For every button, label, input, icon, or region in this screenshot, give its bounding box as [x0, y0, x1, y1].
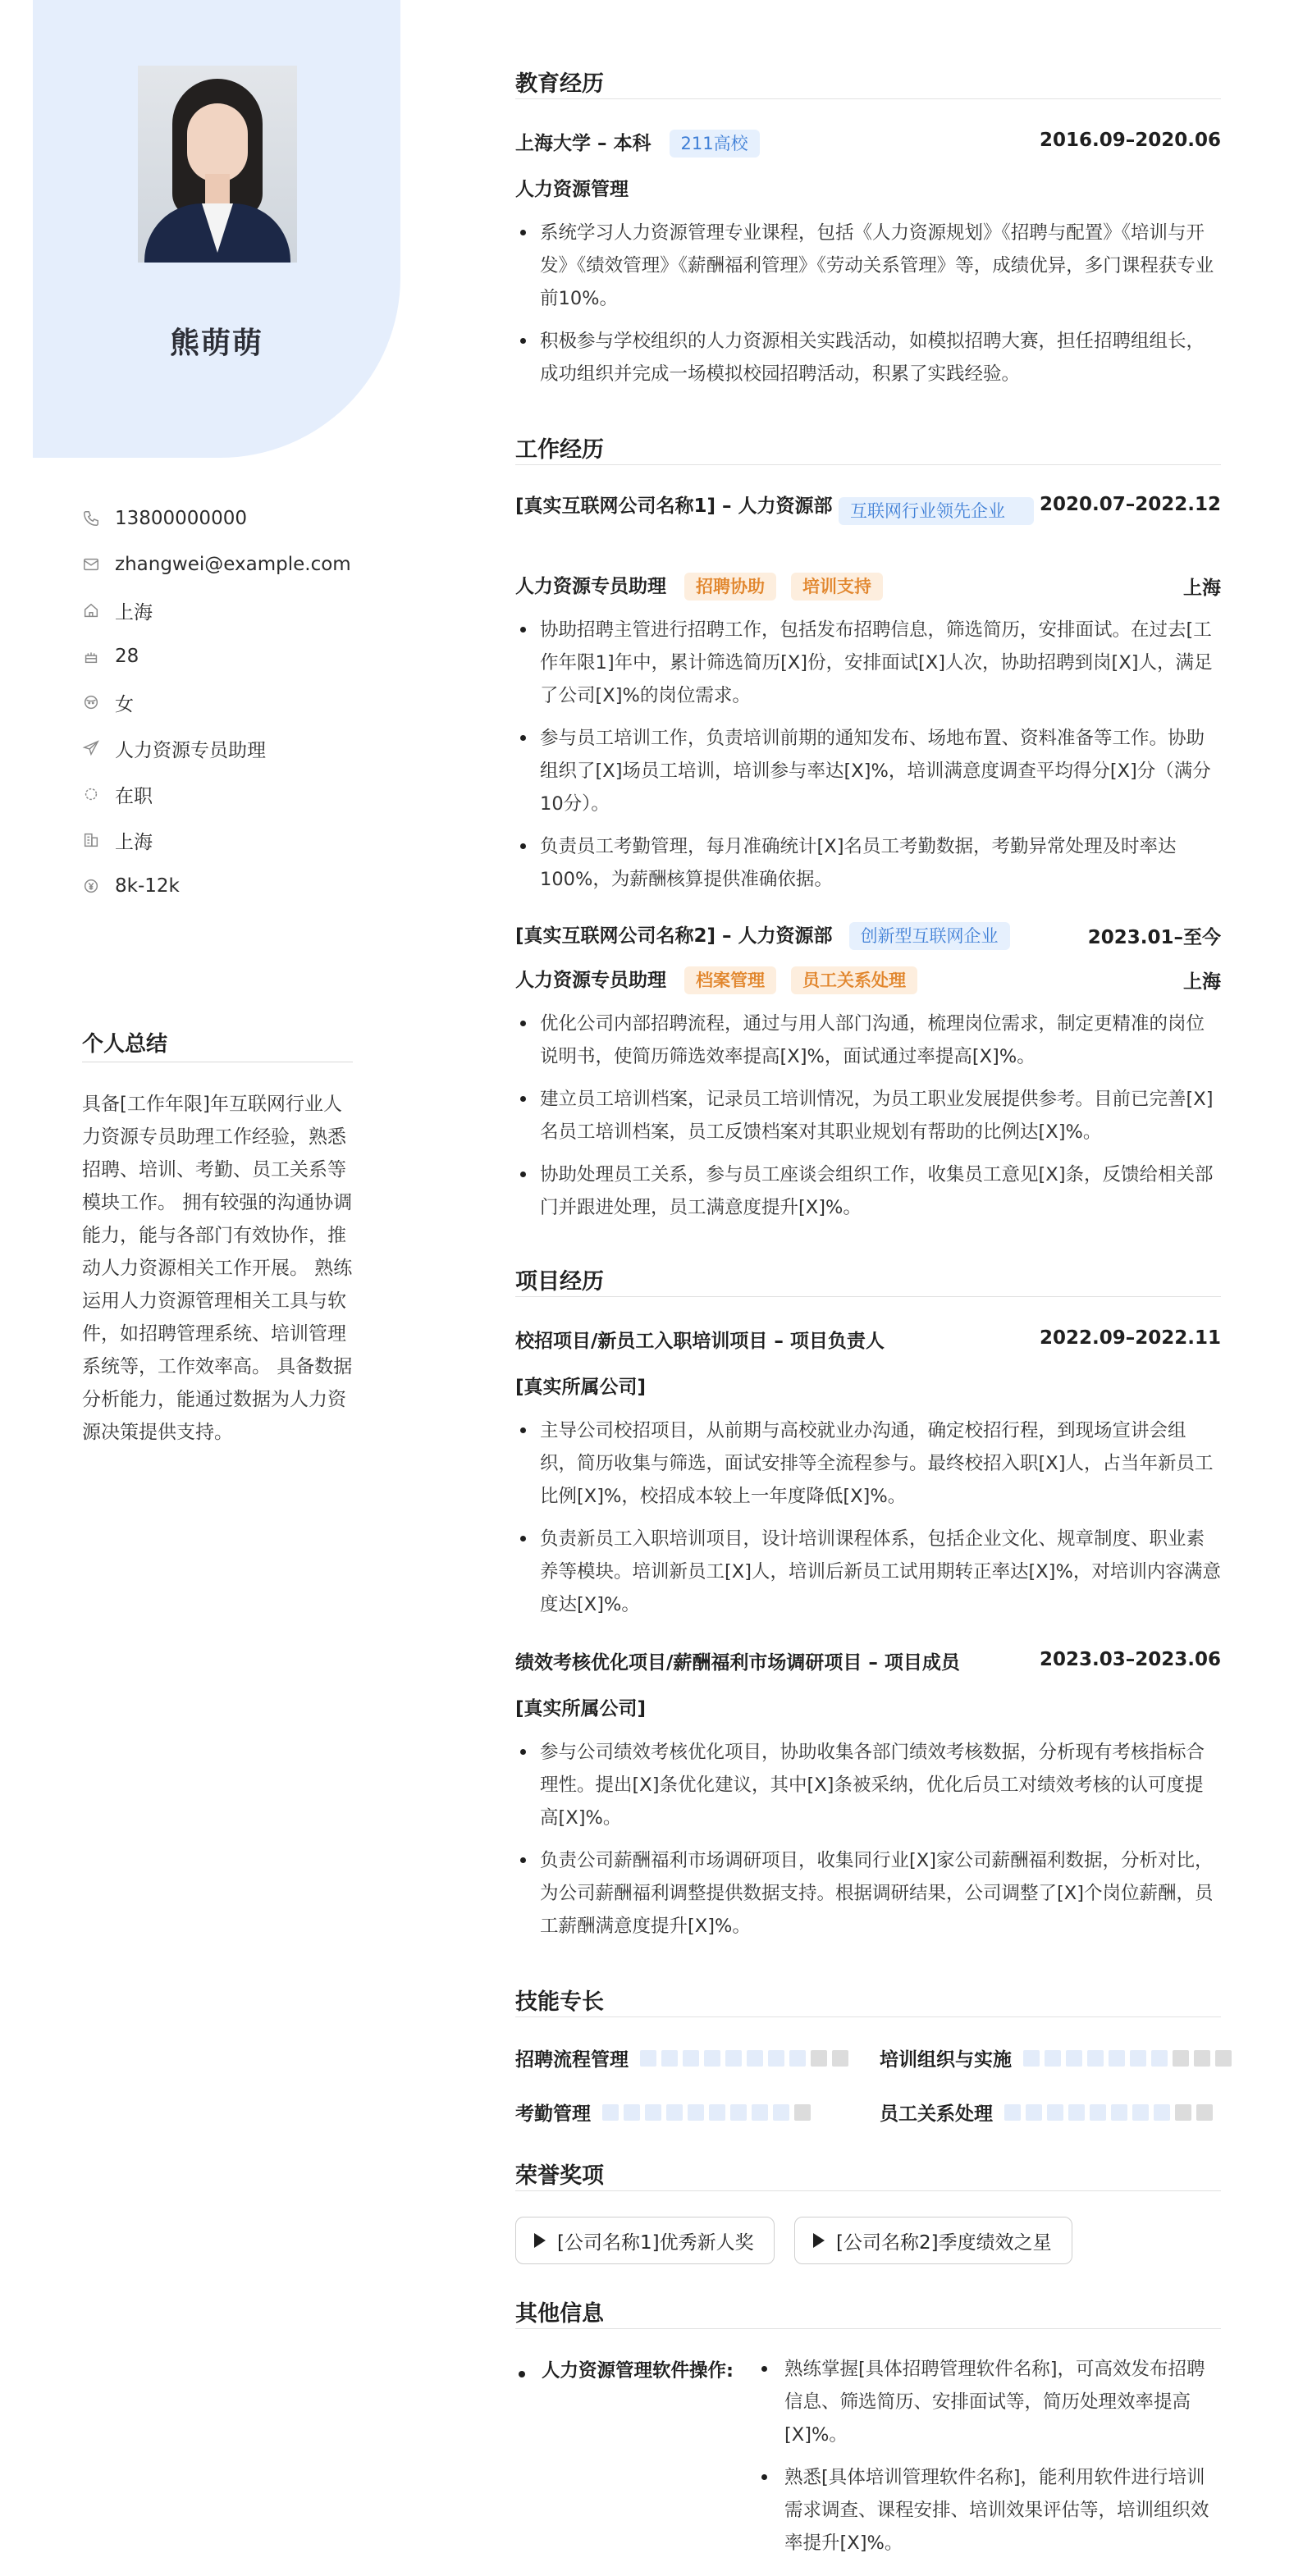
job-skill-tag: 招聘协助	[684, 573, 776, 601]
contact-value: 人力资源专员助理	[115, 739, 266, 761]
skill-level-segment	[1173, 2050, 1189, 2067]
project-org: [真实所属公司]	[515, 1698, 647, 1720]
skill-level-segment	[1132, 2104, 1149, 2121]
education-major: 人力资源管理	[515, 179, 629, 200]
status-icon	[82, 785, 100, 803]
contact-value: zhangwei@example.com	[115, 554, 351, 575]
skill-level-segment	[1066, 2050, 1082, 2067]
play-icon	[813, 2233, 825, 2248]
project-org: [真实所属公司]	[515, 1377, 647, 1398]
skill-level-segment	[811, 2050, 827, 2067]
gender-icon	[82, 693, 100, 711]
list-item: 建立员工培训档案，记录员工培训情况，为员工职业发展提供参考。目前已完善[X]名员工培训档案，员工反馈档案对其职业规划有帮助的比例达[X]%。	[515, 1083, 1221, 1149]
contact-list	[82, 496, 351, 909]
contact-value: 在职	[115, 785, 153, 807]
project-date: 2022.09–2022.11	[1039, 1327, 1221, 1349]
project-name: 校招项目/新员工入职培训项目 – 项目负责人	[515, 1331, 885, 1352]
contact-age	[82, 633, 351, 679]
summary-text: 具备[工作年限]年互联网行业人力资源专员助理工作经验，熟悉招聘、培训、考勤、员工关系等模块工作。 拥有较强的沟通协调能力，能与各部门有效协作，推动人力资源相关工作开展。 熟练运用人力资源管理相关工具与软件，如招聘管理系统、培训管理系统等，工作效率高。 具备数据分析能力，能通过数据为人力资源决策提供支持。	[82, 1094, 353, 1443]
list-item: 优化公司内部招聘流程，通过与用人部门沟通，梳理岗位需求，制定更精准的岗位说明书，使简历筛选效率提高[X]%，面试通过率提高[X]%。	[515, 1007, 1221, 1073]
education-date: 2016.09–2020.06	[1039, 130, 1221, 151]
skill-level-segment	[1047, 2104, 1063, 2121]
skill-level-segment	[666, 2104, 683, 2121]
list-item: 协助招聘主管进行招聘工作，包括发布招聘信息，筛选简历，安排面试。在过去[工作年限1]年中，累计筛选简历[X]份，安排面试[X]人次，协助招聘到岗[X]人，满足了公司[X]%的岗位需求。	[515, 614, 1221, 712]
honors-divider	[515, 2190, 1221, 2191]
contact-value: 28	[115, 646, 139, 667]
skill-level-segment	[794, 2104, 811, 2121]
building-icon	[82, 831, 100, 849]
job-date: 2020.07–2022.12	[1039, 494, 1221, 515]
skill-level-segment	[1090, 2104, 1106, 2121]
work-title: 工作经历	[515, 437, 604, 463]
skill-level-segment	[1130, 2050, 1146, 2067]
home-icon	[82, 601, 100, 619]
list-item: 参与公司绩效考核优化项目，协助收集各部门绩效考核数据，分析现有考核指标合理性。提出[X]条优化建议，其中[X]条被采纳，优化后员工对绩效考核的认可度提高[X]%。	[515, 1736, 1221, 1834]
list-item: 主导公司校招项目，从前期与高校就业办沟通，确定校招行程，到现场宣讲会组织，简历收集与筛选，面试安排等全流程参与。最终校招入职[X]人，占当年新员工比例[X]%，校招成本较上一年度降低[X]%。	[515, 1414, 1221, 1513]
skill-item	[880, 2099, 1213, 2126]
list-item: 熟练掌握[具体招聘管理软件名称]，可高效发布招聘信息、筛选简历、安排面试等，简历处理效率提高[X]%。	[755, 2353, 1221, 2451]
job-skill-tag: 档案管理	[684, 966, 776, 994]
skill-level-segment	[773, 2104, 789, 2121]
skill-level-segment	[640, 2050, 656, 2067]
job-company: [真实互联网公司名称1] – 人力资源部	[515, 496, 833, 517]
skill-level-bar	[602, 2104, 811, 2121]
job-company: [真实互联网公司名称2] – 人力资源部	[515, 925, 833, 947]
skill-level-segment	[661, 2050, 678, 2067]
skill-level-segment	[1151, 2050, 1168, 2067]
contact-city	[82, 587, 351, 633]
skill-level-segment	[1109, 2050, 1125, 2067]
job-bullets	[515, 1007, 1221, 1234]
sidebar	[0, 0, 410, 2576]
projects-title: 项目经历	[515, 1269, 604, 1295]
skill-level-segment	[752, 2104, 768, 2121]
job-date: 2023.01–至今	[1087, 927, 1221, 948]
project-bullets	[515, 1736, 1221, 1953]
contact-value: 13800000000	[115, 508, 247, 529]
send-icon	[82, 739, 100, 757]
skill-level-bar	[640, 2050, 848, 2067]
skill-name: 员工关系处理	[880, 2103, 993, 2125]
honor-label: [公司名称2]季度绩效之星	[836, 2231, 1052, 2254]
job-skill-tag: 培训支持	[791, 573, 883, 601]
contact-value: 8k-12k	[115, 875, 180, 897]
phone-icon	[82, 509, 100, 528]
skills-divider	[515, 2016, 1221, 2017]
skill-level-segment	[1068, 2104, 1085, 2121]
skill-level-segment	[747, 2050, 763, 2067]
contact-phone	[82, 496, 351, 541]
honor-item[interactable]	[794, 2217, 1072, 2264]
skill-level-segment	[725, 2050, 742, 2067]
job-role: 人力资源专员助理	[515, 576, 666, 597]
skill-level-bar	[1023, 2050, 1232, 2067]
education-divider	[515, 98, 1221, 99]
skill-level-segment	[624, 2104, 640, 2121]
list-item: 负责新员工入职培训项目，设计培训课程体系，包括企业文化、规章制度、职业素养等模块。培训新员工[X]人，培训后新员工试用期转正率达[X]%，对培训内容满意度达[X]%。	[515, 1523, 1221, 1621]
skill-level-segment	[1023, 2050, 1040, 2067]
honor-item[interactable]	[515, 2217, 775, 2264]
list-item: 熟悉[具体培训管理软件名称]，能利用软件进行培训需求调查、课程安排、培训效果评估等，培训组织效率提升[X]%。	[755, 2461, 1221, 2560]
contact-status	[82, 771, 351, 817]
summary-title: 个人总结	[82, 1032, 168, 1057]
skill-level-segment	[683, 2050, 699, 2067]
project-name: 绩效考核优化项目/薪酬福利市场调研项目 – 项目成员	[515, 1652, 960, 1674]
skill-level-segment	[1154, 2104, 1170, 2121]
skill-level-segment	[704, 2050, 720, 2067]
list-item: 协助处理员工关系，参与员工座谈会组织工作，收集员工意见[X]条，反馈给相关部门并跟进处理，员工满意度提升[X]%。	[515, 1158, 1221, 1224]
contact-position	[82, 725, 351, 771]
skills-title: 技能专长	[515, 1989, 604, 2015]
skill-level-segment	[1194, 2050, 1210, 2067]
skill-level-segment	[1087, 2050, 1104, 2067]
skill-level-segment	[1215, 2050, 1232, 2067]
play-icon	[534, 2233, 546, 2248]
profile-photo	[138, 66, 297, 263]
contact-value: 女	[115, 693, 134, 715]
other-bullets	[755, 2353, 1221, 2569]
skill-level-segment	[1004, 2104, 1021, 2121]
project-bullets	[515, 1414, 1221, 1631]
skill-level-segment	[645, 2104, 661, 2121]
contact-work-city	[82, 817, 351, 863]
skill-level-segment	[730, 2104, 747, 2121]
skill-level-segment	[832, 2050, 848, 2067]
bullet-dot	[519, 2371, 525, 2377]
honor-label: [公司名称1]优秀新人奖	[557, 2231, 754, 2254]
age-icon	[82, 647, 100, 665]
skill-name: 考勤管理	[515, 2103, 591, 2125]
skill-name: 培训组织与实施	[880, 2049, 1012, 2071]
education-bullets	[515, 217, 1221, 400]
skill-level-segment	[1175, 2104, 1191, 2121]
job-role-row	[515, 965, 1221, 994]
other-label: 人力资源管理软件操作:	[542, 2360, 734, 2382]
job-company-tag: 互联网行业领先企业	[839, 497, 1034, 525]
job-skill-tag: 员工关系处理	[791, 966, 917, 994]
skill-item	[515, 2044, 848, 2071]
job-company-tag: 创新型互联网企业	[849, 922, 1010, 950]
list-item: 系统学习人力资源管理专业课程，包括《人力资源规划》《招聘与配置》《培训与开发》《绩效管理》《薪酬福利管理》《劳动关系管理》等，成绩优异，多门课程获专业前10%。	[515, 217, 1221, 315]
salary-icon	[82, 877, 100, 895]
school-name: 上海大学 – 本科	[515, 133, 652, 154]
school-tag: 211高校	[670, 130, 760, 158]
skill-name: 招聘流程管理	[515, 2049, 629, 2071]
list-item: 积极参与学校组织的人力资源相关实践活动，如模拟招聘大赛，担任招聘组组长，成功组织并完成一场模拟校园招聘活动，积累了实践经验。	[515, 325, 1221, 391]
other-title: 其他信息	[515, 2301, 604, 2327]
contact-gender	[82, 679, 351, 725]
project-date: 2023.03–2023.06	[1039, 1649, 1221, 1670]
other-divider	[515, 2328, 1221, 2329]
list-item: 负责员工考勤管理，每月准确统计[X]名员工考勤数据，考勤异常处理及时率达100%，为薪酬核算提供准确依据。	[515, 830, 1221, 896]
skill-level-segment	[768, 2050, 784, 2067]
skill-level-segment	[602, 2104, 619, 2121]
job-role: 人力资源专员助理	[515, 970, 666, 991]
skill-level-segment	[709, 2104, 725, 2121]
list-item: 参与员工培训工作，负责培训前期的通知发布、场地布置、资料准备等工作。协助组织了[X]场员工培训，培训参与率达[X]%，培训满意度调查平均得分[X]分（满分10分）。	[515, 722, 1221, 820]
skill-level-segment	[1111, 2104, 1127, 2121]
education-title: 教育经历	[515, 71, 604, 97]
contact-value: 上海	[115, 831, 153, 853]
skill-level-segment	[1196, 2104, 1213, 2121]
work-divider	[515, 464, 1221, 465]
list-item: 负责公司薪酬福利市场调研项目，收集同行业[X]家公司薪酬福利数据，分析对比，为公司薪酬福利调整提供数据支持。根据调研结果，公司调整了[X]个岗位薪酬，员工薪酬满意度提升[X]%。	[515, 1844, 1221, 1943]
job-bullets	[515, 614, 1221, 906]
skill-level-segment	[1026, 2104, 1042, 2121]
contact-salary	[82, 863, 351, 909]
projects-divider	[515, 1296, 1221, 1297]
skill-item	[880, 2044, 1232, 2071]
candidate-name: 熊萌萌	[169, 327, 263, 360]
skill-level-segment	[789, 2050, 806, 2067]
skill-item	[515, 2099, 811, 2126]
skill-level-bar	[1004, 2104, 1213, 2121]
skill-level-segment	[1045, 2050, 1061, 2067]
skill-level-segment	[688, 2104, 704, 2121]
honors-title: 荣誉奖项	[515, 2163, 604, 2189]
job-role-row	[515, 571, 1221, 601]
job-location: 上海	[1183, 971, 1221, 993]
job-location: 上海	[1183, 578, 1221, 599]
mail-icon	[82, 555, 100, 573]
contact-value: 上海	[115, 601, 153, 623]
contact-email	[82, 541, 351, 587]
